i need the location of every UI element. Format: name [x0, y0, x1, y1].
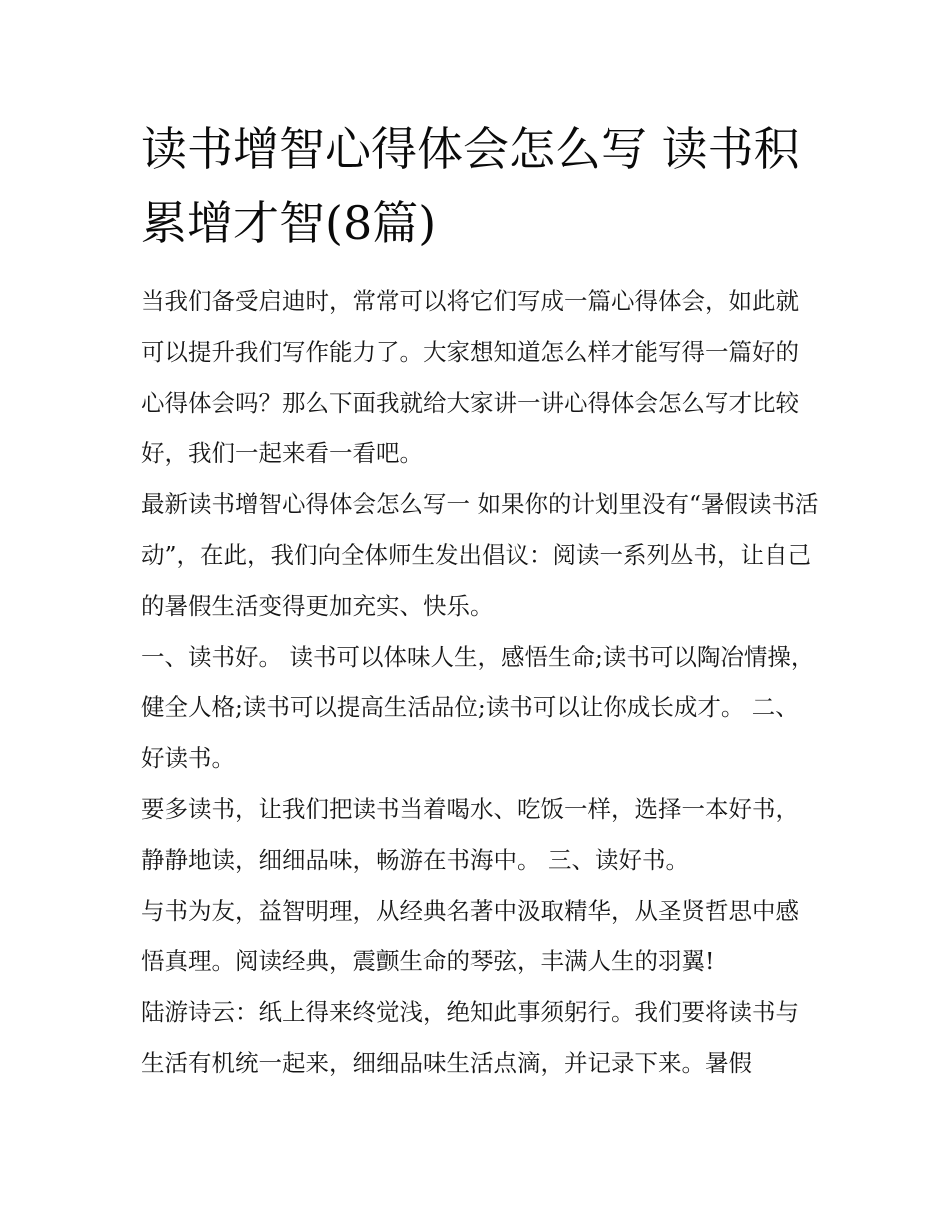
- paragraph-read-good: 一、读书好。 读书可以体味人生，感悟生命;读书可以陶冶情操，健全人格;读书可以提高生活品位;读书可以让你成长成才。 二、好读书。: [141, 642, 815, 773]
- paragraph-luyou-poem: 陆游诗云：纸上得来终觉浅，绝知此事须躬行。我们要将读书与生活有机统一起来，细细品味生活点滴，并记录下来。暑假: [141, 998, 799, 1077]
- paragraph-initiative: 最新读书增智心得体会怎么写一 如果你的计划里没有“暑假读书活动”，在此，我们向全体师生发出倡议：阅读一系列丛书，让自己的暑假生活变得更加充实、快乐。: [141, 490, 819, 620]
- paragraph-read-more: 要多读书，让我们把读书当着喝水、吃饭一样，选择一本好书，静静地读，细细品味，畅游在书海中。 三、读好书。: [141, 794, 799, 874]
- paragraph-intro: 当我们备受启迪时，常常可以将它们写成一篇心得体会，如此就可以提升我们写作能力了。大家想知道怎么样才能写得一篇好的心得体会吗？那么下面我就给大家讲一讲心得体会怎么写才比较好，我们一起来看一看吧。: [141, 287, 799, 468]
- document-body: [141, 276, 821, 1089]
- paragraph-book-friend: 与书为友，益智明理，从经典名著中汲取精华，从圣贤哲思中感悟真理。阅读经典，震颤生命的琴弦，丰满人生的羽翼!: [141, 896, 799, 976]
- document-title: 读书增智心得体会怎么写 读书积累增才智(8篇): [141, 122, 800, 250]
